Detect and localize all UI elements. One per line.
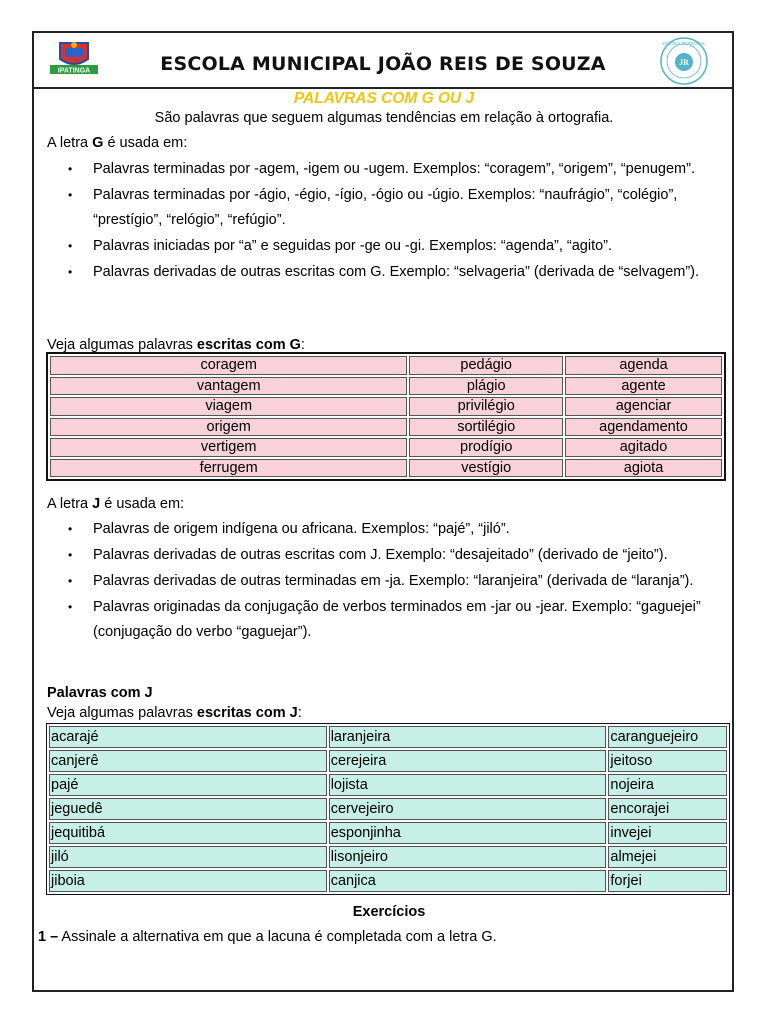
question-number: 1 – bbox=[38, 929, 59, 945]
j-table-intro-suffix: : bbox=[297, 705, 302, 721]
j-intro bbox=[47, 496, 184, 512]
table-cell: forjei bbox=[608, 870, 727, 892]
list-item: • Palavras iniciadas por “a” e seguidas por -ge ou -gi. Exemplos: “agenda”, “agito”. bbox=[63, 234, 733, 259]
table-cell: agitado bbox=[565, 438, 722, 457]
table-cell: encorajei bbox=[608, 798, 727, 820]
table-row bbox=[50, 438, 722, 457]
list-item: • Palavras derivadas de outras escritas com G. Exemplo: “selvageria” (derivada de “selvagem”). bbox=[63, 260, 733, 285]
g-table-intro-prefix: Veja algumas palavras bbox=[47, 337, 197, 353]
list-item: • Palavras derivadas de outras terminadas em -ja. Exemplo: “laranjeira” (derivada de “laranja”). bbox=[63, 569, 733, 594]
table-cell: almejei bbox=[608, 846, 727, 868]
g-words-table bbox=[46, 352, 726, 481]
table-cell: ferrugem bbox=[50, 459, 407, 478]
j-heading: Palavras com J bbox=[47, 685, 153, 701]
g-table-intro-bold: escritas com G bbox=[196, 337, 301, 353]
table-row bbox=[49, 846, 727, 868]
table-row bbox=[50, 397, 722, 416]
school-seal-logo bbox=[649, 36, 719, 86]
school-name: ESCOLA MUNICIPAL JOÃO REIS DE SOUZA bbox=[160, 53, 606, 75]
table-cell: lisonjeiro bbox=[329, 846, 607, 868]
table-cell: jeitoso bbox=[608, 750, 727, 772]
j-intro-letter: J bbox=[92, 496, 101, 512]
question-text: Assinale a alternativa em que a lacuna é completada com a letra G. bbox=[58, 929, 497, 945]
table-cell: cerejeira bbox=[329, 750, 607, 772]
table-cell: agenda bbox=[565, 356, 722, 375]
g-intro-prefix: A letra bbox=[47, 135, 93, 151]
table-row bbox=[49, 774, 727, 796]
list-item: • Palavras terminadas por -ágio, -égio, -ígio, -ógio ou -úgio. Exemplos: “naufrágio”, “colégio”, “prestígio”, “relógio”, “refúgio”. bbox=[63, 183, 733, 233]
table-cell: nojeira bbox=[608, 774, 727, 796]
j-intro-suffix: é usada em: bbox=[100, 496, 185, 512]
g-table-intro-suffix: : bbox=[300, 337, 305, 353]
table-cell: privilégio bbox=[409, 397, 563, 416]
table-cell: origem bbox=[50, 418, 407, 437]
j-words-table bbox=[46, 723, 730, 895]
j-table-intro bbox=[47, 705, 302, 721]
table-cell: agenciar bbox=[565, 397, 722, 416]
list-item: • Palavras derivadas de outras escritas com J. Exemplo: “desajeitado” (derivado de “jeito”). bbox=[63, 543, 733, 568]
table-cell: pedágio bbox=[409, 356, 563, 375]
table-row bbox=[50, 356, 722, 375]
table-row bbox=[49, 822, 727, 844]
table-cell: jeguedê bbox=[49, 798, 327, 820]
table-cell: vestígio bbox=[409, 459, 563, 478]
exercise-question-1 bbox=[38, 929, 497, 945]
j-rules-list bbox=[63, 517, 733, 646]
table-cell: agendamento bbox=[565, 418, 722, 437]
table-cell: caranguejeiro bbox=[608, 726, 727, 748]
list-item: • Palavras terminadas por -agem, -igem ou -ugem. Exemplos: “coragem”, “origem”, “penugem”. bbox=[63, 157, 733, 182]
j-table-intro-bold: escritas com J bbox=[196, 705, 298, 721]
exercises-heading: Exercícios bbox=[352, 904, 426, 920]
table-cell: jiló bbox=[49, 846, 327, 868]
header bbox=[33, 33, 733, 89]
g-intro bbox=[47, 135, 187, 151]
g-rules-list bbox=[63, 157, 733, 286]
table-row bbox=[49, 750, 727, 772]
table-cell: agiota bbox=[565, 459, 722, 478]
table-row bbox=[49, 798, 727, 820]
table-cell: agente bbox=[565, 377, 722, 396]
table-row bbox=[49, 870, 727, 892]
j-intro-prefix: A letra bbox=[47, 496, 93, 512]
table-cell: vantagem bbox=[50, 377, 407, 396]
page-title: PALAVRAS COM G OU J bbox=[293, 90, 475, 107]
svg-text:JR: JR bbox=[679, 58, 689, 67]
table-cell: canjerê bbox=[49, 750, 327, 772]
table-cell: jiboia bbox=[49, 870, 327, 892]
table-row bbox=[50, 459, 722, 478]
table-cell: pajé bbox=[49, 774, 327, 796]
svg-text:ESCOLA MUNICIPAL: ESCOLA MUNICIPAL bbox=[662, 41, 706, 46]
table-cell: esponjinha bbox=[329, 822, 607, 844]
g-table-intro bbox=[47, 337, 305, 353]
table-cell: sortilégio bbox=[409, 418, 563, 437]
table-cell: laranjeira bbox=[329, 726, 607, 748]
table-cell: acarajé bbox=[49, 726, 327, 748]
page-subtitle: São palavras que seguem algumas tendências em relação à ortografia. bbox=[154, 110, 614, 126]
table-cell: coragem bbox=[50, 356, 407, 375]
table-cell: plágio bbox=[409, 377, 563, 396]
table-cell: invejei bbox=[608, 822, 727, 844]
j-table-intro-prefix: Veja algumas palavras bbox=[47, 705, 197, 721]
table-cell: jequitibá bbox=[49, 822, 327, 844]
table-row bbox=[50, 377, 722, 396]
list-item: • Palavras de origem indígena ou africana. Exemplos: “pajé”, “jiló”. bbox=[63, 517, 733, 542]
table-cell: cervejeiro bbox=[329, 798, 607, 820]
g-intro-suffix: é usada em: bbox=[103, 135, 188, 151]
list-item: • Palavras originadas da conjugação de verbos terminados em -jar ou -jear. Exemplo: “gaguejei” (conjugação do verbo “gaguejar”). bbox=[63, 595, 733, 645]
table-row bbox=[49, 726, 727, 748]
table-cell: vertigem bbox=[50, 438, 407, 457]
table-cell: viagem bbox=[50, 397, 407, 416]
table-cell: prodígio bbox=[409, 438, 563, 457]
table-row bbox=[50, 418, 722, 437]
table-cell: canjica bbox=[329, 870, 607, 892]
svg-text:IPATINGA: IPATINGA bbox=[57, 67, 91, 75]
g-intro-letter: G bbox=[92, 135, 104, 151]
table-cell: lojista bbox=[329, 774, 607, 796]
